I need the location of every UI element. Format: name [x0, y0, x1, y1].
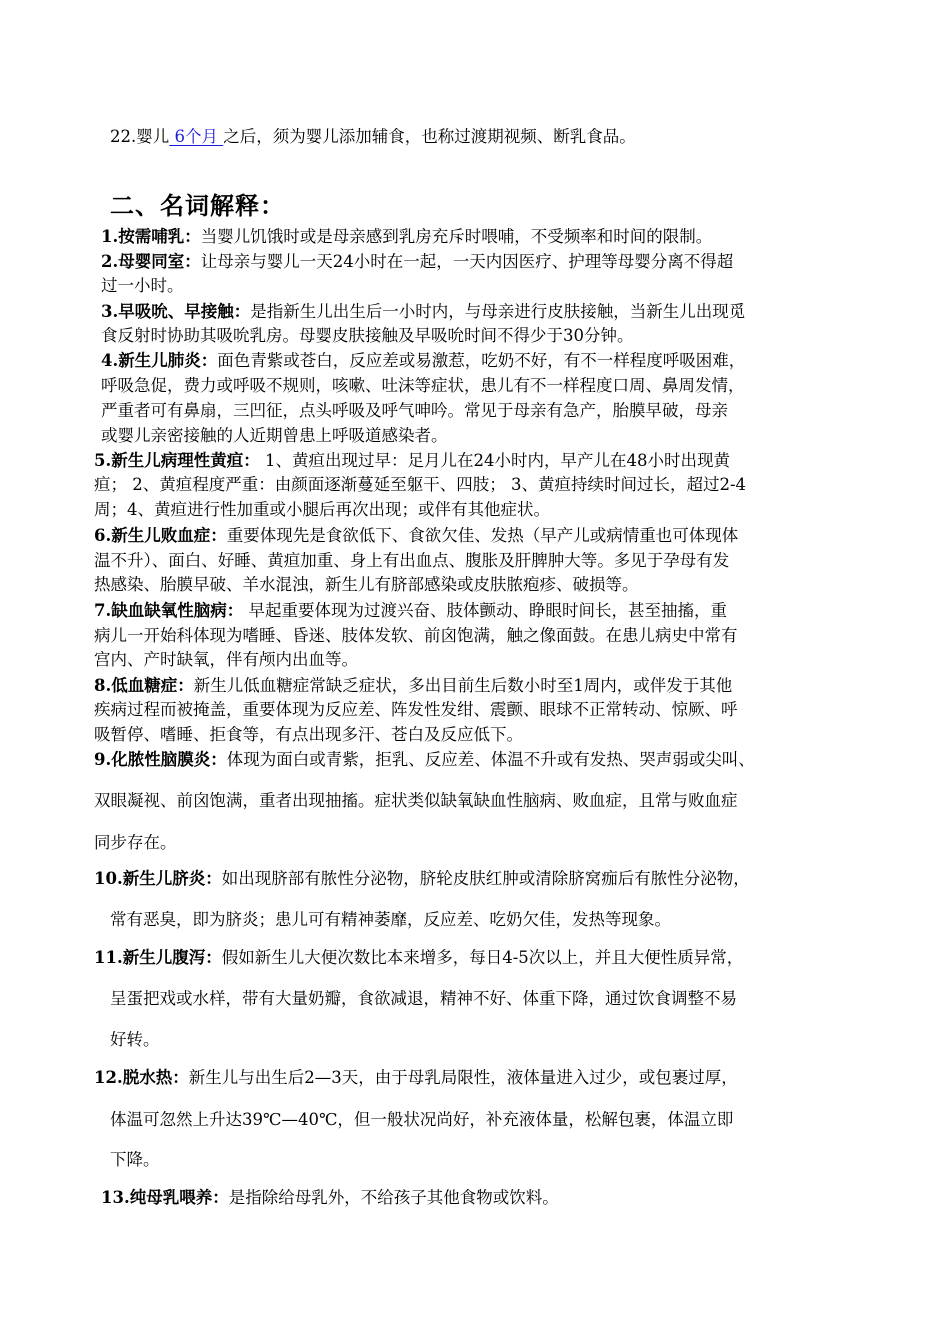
definition-entry-8	[94, 676, 732, 696]
definition-line: 1、黄疸出现过早：足月儿在24小时内，早产儿在48小时出现黄	[259, 451, 730, 470]
definition-line: 如出现脐部有脓性分泌物，脐轮皮肤红肿或清除脐窝痂后有脓性分泌物，	[221, 869, 750, 888]
term: 13.纯母乳喂养：	[101, 1188, 229, 1207]
term: 2.母婴同室：	[101, 252, 201, 271]
definition-line: 下降。	[110, 1150, 160, 1169]
term: 8.低血糖症：	[94, 676, 194, 695]
definition-line: 早起重要体现为过渡兴奋、肢体颤动、睁眼时间长，甚至抽搐，重	[243, 601, 727, 620]
definition-line: 同步存在。	[94, 833, 177, 852]
definition-line: 病儿一开始科体现为嗜睡、昏迷、肢体发软、前囟饱满，触之像面鼓。在患儿病史中常有	[94, 626, 738, 645]
definition-line: 热感染、胎膜早破、羊水混浊，新生儿有脐部感染或皮肤脓疱疹、破损等。	[94, 575, 639, 594]
definition-line: 当婴儿饥饿时或是母亲感到乳房充斥时喂哺，不受频率和时间的限制。	[200, 227, 713, 246]
term: 3.早吸吮、早接触：	[101, 302, 251, 321]
definition-line: 是指新生儿出生后一小时内，与母亲进行皮肤接触，当新生儿出现觅	[250, 302, 746, 321]
definition-line: 食反射时协助其吸吮乳房。母婴皮肤接触及早吸吮时间不得少于30分钟。	[101, 326, 634, 345]
definition-entry-10	[94, 869, 750, 889]
term: 11.新生儿腹泻：	[94, 948, 222, 967]
definition-line: 严重者可有鼻扇，三凹征，点头呼吸及呼气呻吟。常见于母亲有急产，胎膜早破，母亲	[101, 401, 728, 420]
definition-line: 疸； 2、黄疸程度严重：由颜面逐渐蔓延至躯干、四肢； 3、黄疸持续时间过长，超过2-4	[94, 475, 747, 494]
definition-line: 让母亲与婴儿一天24小时在一起，一天内因医疗、护理等母婴分离不得超	[200, 252, 734, 271]
definition-entry-12	[94, 1068, 738, 1088]
term: 5.新生儿病理性黄疸：	[94, 451, 260, 470]
definition-line: 新生儿与出生后2—3天，由于母乳局限性，液体量进入过少，或包裹过厚，	[188, 1068, 738, 1087]
term: 1.按需哺乳：	[101, 227, 201, 246]
section-title: 二、名词解释：	[110, 192, 285, 220]
term: 4.新生儿肺炎：	[101, 351, 218, 370]
definition-line: 假如新生儿大便次数比本来增多，每日4-5次以上，并且大便性质异常，	[221, 948, 744, 967]
definition-line: 呼吸急促，费力或呼吸不规则，咳嗽、吐沫等症状，患儿有不一样程度口周、鼻周发情，	[101, 376, 745, 395]
question-22-answer: 6个月	[169, 127, 224, 146]
definition-line: 疾病过程而被掩盖，重要体现为反应差、阵发性发绀、震颤、眼球不正常转动、惊厥、呼	[94, 700, 738, 719]
definition-entry-5	[94, 451, 730, 471]
definition-entry-4	[101, 351, 745, 371]
definition-entry-7	[94, 601, 727, 621]
definition-line: 呈蛋把戏或水样，带有大量奶瓣，食欲减退，精神不好、体重下降，通过饮食调整不易	[110, 989, 737, 1008]
definition-line: 或婴儿亲密接触的人近期曾患上呼吸道感染者。	[101, 426, 448, 445]
question-22-suffix: 之后，须为婴儿添加辅食，也称过渡期视频、断乳食品。	[223, 127, 636, 146]
definition-line: 面色青紫或苍白，反应差或易激惹，吃奶不好，有不一样程度呼吸困难，	[217, 351, 746, 370]
definition-entry-2	[101, 252, 733, 272]
definition-line: 体温可忽然上升达39℃—40℃，但一般状况尚好，补充液体量，松解包裹，体温立即	[110, 1110, 734, 1129]
definition-entry-6	[94, 526, 738, 546]
definition-line: 周；4、黄疸进行性加重或小腿后再次出现；或伴有其他症状。	[94, 500, 550, 519]
definition-entry-9	[94, 750, 755, 770]
definition-line: 好转。	[110, 1030, 160, 1049]
definition-entry-3	[101, 302, 745, 322]
definition-line: 宫内、产时缺氧，伴有颅内出血等。	[94, 650, 358, 669]
definition-entry-1	[101, 227, 712, 247]
term: 10.新生儿脐炎：	[94, 869, 222, 888]
definition-line: 温不升）、面白、好睡、黄疸加重、身上有出血点、腹胀及肝脾肿大等。多见于孕母有发	[94, 551, 730, 570]
term: 6.新生儿败血症：	[94, 526, 227, 545]
definition-entry-11	[94, 948, 743, 968]
definition-entry-13	[101, 1188, 559, 1208]
definition-line: 体现为面白或青紫，拒乳、反应差、体温不升或有发热、哭声弱或尖叫、	[226, 750, 755, 769]
term: 12.脱水热：	[94, 1068, 189, 1087]
question-22	[110, 127, 636, 147]
term: 7.缺血缺氧性脑病：	[94, 601, 244, 620]
definition-line: 过一小时。	[101, 276, 184, 295]
definition-line: 是指除给母乳外，不给孩子其他食物或饮料。	[228, 1188, 559, 1207]
definition-line: 吸暂停、嗜睡、拒食等，有点出现多汗、苍白及反应低下。	[94, 725, 523, 744]
definition-line: 常有恶臭，即为脐炎；患儿可有精神萎靡，反应差、吃奶欠佳，发热等现象。	[110, 910, 671, 929]
term: 9.化脓性脑膜炎：	[94, 750, 227, 769]
definition-line: 双眼凝视、前囟饱满，重者出现抽搐。症状类似缺氧缺血性脑病、败血症，且常与败血症	[94, 791, 738, 810]
question-22-prefix: 22.婴儿	[110, 127, 170, 146]
definition-line: 重要体现先是食欲低下、食欲欠佳、发热（早产儿或病情重也可体现体	[226, 526, 739, 545]
definition-line: 新生儿低血糖症常缺乏症状，多出目前生后数小时至1周内，或伴发于其他	[193, 676, 733, 695]
